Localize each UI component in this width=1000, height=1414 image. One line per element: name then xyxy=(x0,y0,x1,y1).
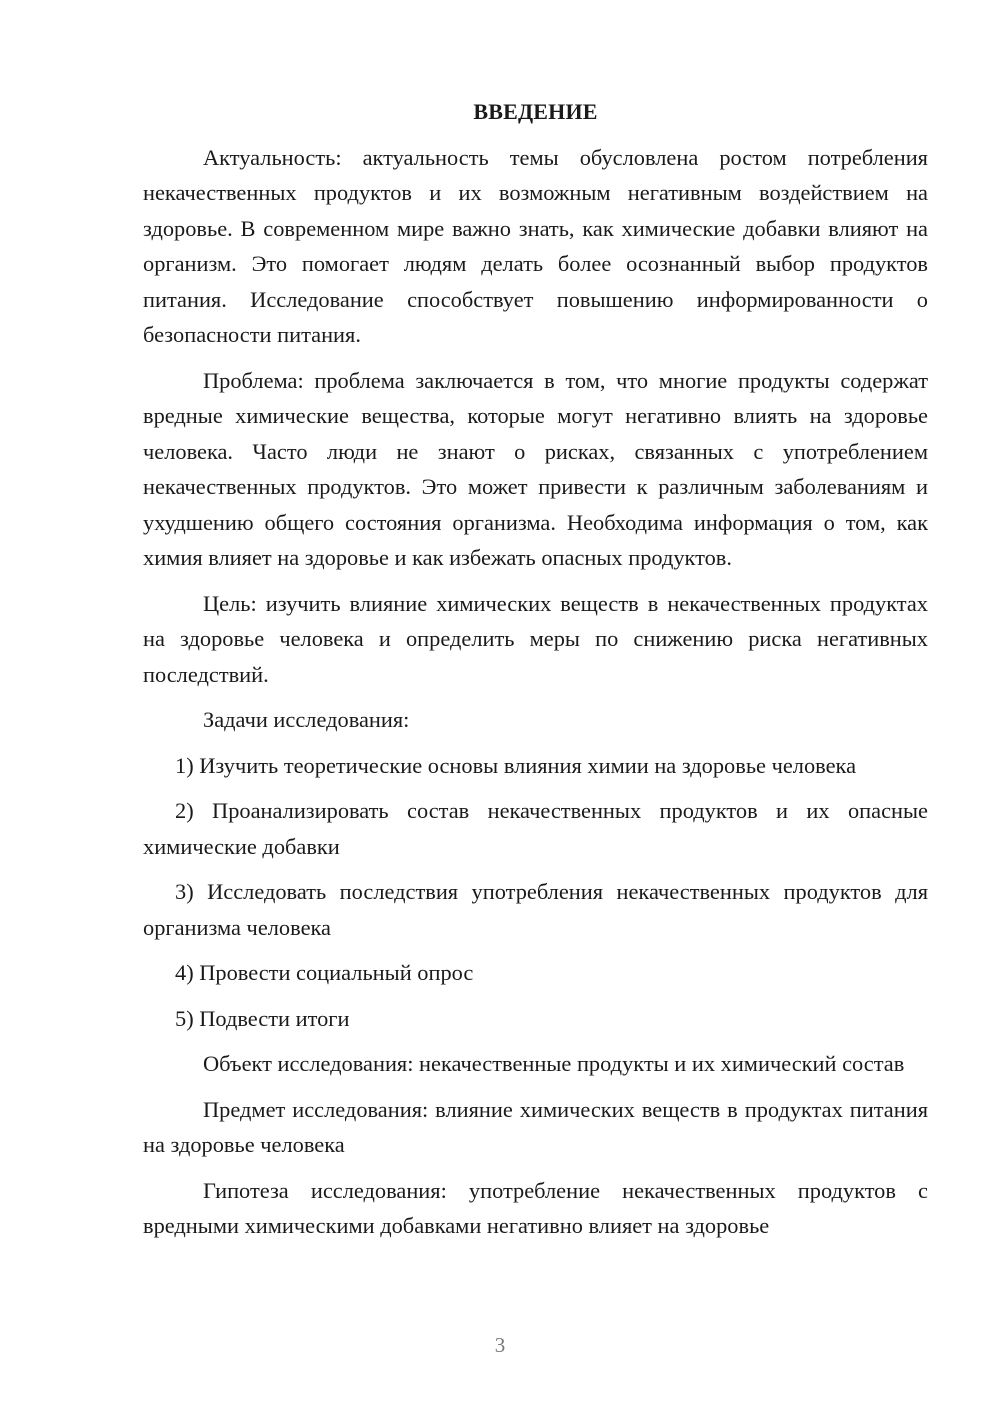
page-content xyxy=(143,94,928,1254)
task-item-1: 1) Изучить теоретические основы влияния химии на здоровье человека xyxy=(175,752,857,778)
section-heading: ВВЕДЕНИЕ xyxy=(473,99,598,124)
task-item-3: 3) Исследовать последствия употребления некачественных продуктов для организма человека xyxy=(143,879,928,940)
paragraph-relevance: Актуальность: актуальность темы обусловлена ростом потребления некачественных продуктов и их возможным негативным воздействием на здоровье. В современном мире важно знать, как химические добавки влияют на организм. Это помогает людям делать более осознанный выбор продуктов питания. Исследование способствует повышению информированности о безопасности питания. xyxy=(143,144,928,347)
paragraph-problem: Проблема: проблема заключается в том, что многие продукты содержат вредные химические вещества, которые могут негативно влиять на здоровье человека. Часто люди не знают о рисках, связанных с употреблением некачественных продуктов. Это может привести к различным заболеваниям и ухудшению общего состояния организма. Необходима информация о том, как химия влияет на здоровье и как избежать опасных продуктов. xyxy=(143,367,928,570)
task-item-2: 2) Проанализировать состав некачественных продуктов и их опасные химические добавки xyxy=(143,798,928,859)
paragraph-hypothesis: Гипотеза исследования: употребление некачественных продуктов с вредными химическими добавками негативно влияет на здоровье xyxy=(143,1177,928,1238)
task-item-4: 4) Провести социальный опрос xyxy=(175,960,474,985)
page-number: 3 xyxy=(494,1333,506,1357)
paragraph-subject: Предмет исследования: влияние химических веществ в продуктах питания на здоровье человека xyxy=(143,1096,928,1157)
task-item-5: 5) Подвести итоги xyxy=(175,1005,350,1031)
paragraph-goal: Цель: изучить влияние химических веществ в некачественных продуктах на здоровье человека и определить меры по снижению риска негативных последствий. xyxy=(143,590,928,687)
tasks-title: Задачи исследования: xyxy=(203,707,410,732)
paragraph-object: Объект исследования: некачественные продукты и их химический состав xyxy=(203,1051,905,1076)
